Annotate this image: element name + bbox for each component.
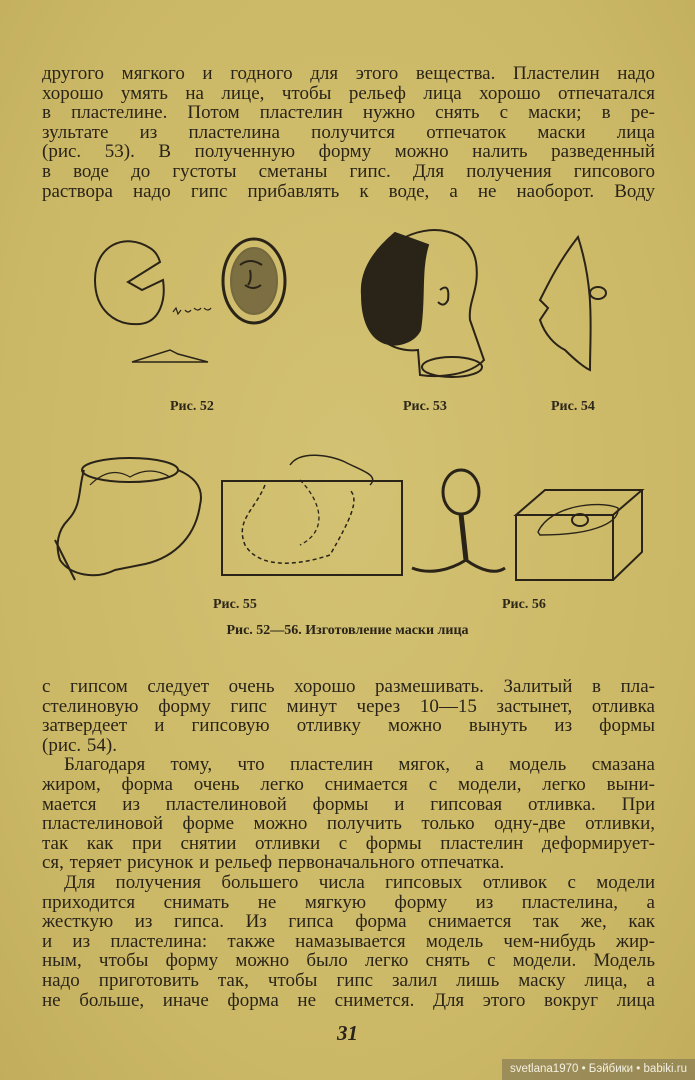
- text-line: пластелиновой форме можно получить только одну-две отливки,: [42, 813, 655, 835]
- text-line: (рис. 54).: [42, 734, 118, 756]
- figure-label-55: Рис. 55: [213, 597, 257, 612]
- text-line: приходится снимать не мягкую форму из пластелина, а: [42, 891, 655, 913]
- text-line: надо приготовить так, чтобы гипс залил лишь маску лица, а: [42, 969, 655, 991]
- text-line: в пластелине. Потом пластелин нужно снять с маски; в ре-: [42, 102, 655, 124]
- bottom-paragraphs: [42, 677, 655, 1010]
- text-line: жесткую из гипса. Из гипса форма снимается так же, как: [42, 911, 655, 933]
- fig56-drawing: [412, 470, 642, 580]
- text-line: другого мягкого и годного для этого вещества. Пластелин надо: [42, 63, 655, 84]
- fig52-drawing: [95, 239, 285, 362]
- text-line: так как при снятии отливки с формы пластелин деформирует-: [42, 832, 655, 854]
- text-line: Благодаря тому, что пластелин мягок, а модель смазана: [64, 754, 655, 776]
- text-line: зультате из пластелина получится отпечаток маски лица: [42, 121, 655, 143]
- text-line: мается из пластелиновой формы и гипсовая отливка. При: [42, 793, 655, 815]
- figure-label-54: Рис. 54: [551, 399, 595, 414]
- text-line: жиром, форма очень легко снимается с модели, легко выни-: [42, 773, 655, 795]
- text-line: с гипсом следует очень хорошо размешивать. Залитый в пла-: [42, 676, 655, 697]
- figure-label-53: Рис. 53: [403, 399, 447, 414]
- figure-label-52: Рис. 52: [170, 399, 214, 414]
- text-line: не больше, иначе форма не снимется. Для этого вокруг лица: [42, 989, 655, 1011]
- text-line: Для получения большего числа гипсовых отливок с модели: [64, 871, 655, 893]
- figure-caption: Рис. 52—56. Изготовление маски лица: [226, 623, 469, 638]
- fig54-drawing: [540, 237, 606, 370]
- text-line: хорошо умять на лице, чтобы рельеф лица хорошо отпечатался: [42, 82, 655, 104]
- text-line: и из пластелина: также намазывается модель чем-нибудь жир-: [42, 930, 655, 952]
- text-line: в воде до густоты сметаны гипс. Для получения гипсового: [42, 160, 655, 182]
- page-number: 31: [337, 1021, 358, 1045]
- watermark: svetlana1970 • Бэйбики • babiki.ru: [502, 1059, 695, 1080]
- text-line: стелиновую форму гипс минут через 10—15 застынет, отливка: [42, 695, 655, 717]
- text-line: (рис. 53). В полученную форму можно налить разведенный: [42, 141, 655, 163]
- text-line: ным, чтобы форму можно было легко снять с модели. Модель: [42, 950, 655, 972]
- fig55-drawing: [55, 455, 402, 580]
- text-line: затвердеет и гипсовую отливку можно вынуть из формы: [42, 715, 655, 737]
- text-line: раствора надо гипс прибавлять к воде, а не наоборот. Воду: [42, 180, 655, 202]
- text-line: ся, теряет рисунок и рельеф первоначального отпечатка.: [42, 852, 505, 874]
- figure-label-56: Рис. 56: [502, 597, 546, 612]
- fig53-drawing: [362, 230, 484, 377]
